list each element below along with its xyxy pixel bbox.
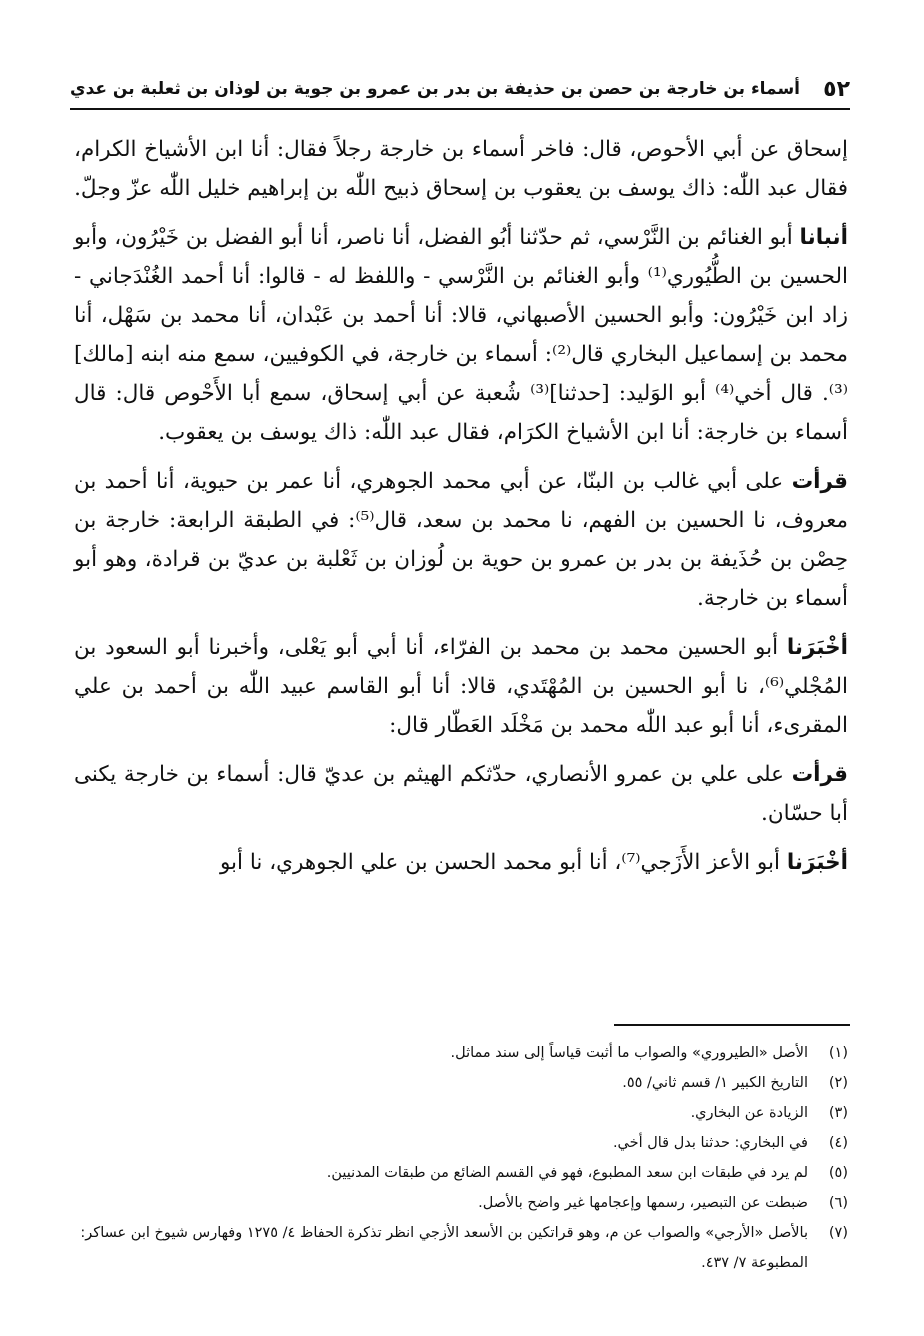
running-header <box>70 72 850 106</box>
paragraph-5 <box>74 755 848 833</box>
footnote-text: بالأصل «الأرجي» والصواب عن م، وهو قراتكين بن الأسعد الأزجي انظر تذكرة الحفاظ ٤/ ١٢٧٥ وفهارس شيوخ ابن عساكر: المطبوعة ٧/ ٤٣٧. <box>80 1225 808 1271</box>
footnotes <box>74 1038 848 1278</box>
footnote-6 <box>74 1188 848 1218</box>
footnote-text: في البخاري: حدثنا بدل قال أخي. <box>612 1135 808 1151</box>
footnote-text: التاريخ الكبير ١/ قسم ثاني/ ٥٥. <box>622 1075 808 1091</box>
paragraph-2 <box>74 218 848 452</box>
paragraph-6 <box>74 843 848 882</box>
paragraph-2-text: أبو الغنائم بن النَّرْسي، ثم حدّثنا أبُو الفضل، أنا ناصر، أنا أبو الفضل بن خَيْرُون، وأبو الحسين بن الطُّيُوري⁽¹⁾ وأبو الغنائم بن النَّرْسي - واللفظ له - قالوا: أنا أحمد الغُنْدَجاني - زاد ابن خَيْرُون: وأبو الحسين الأصبهاني، قالا: أنا أحمد بن عَبْدان، أنا محمد بن سَهْل، أنا محمد بن إسماعيل البخاري قال⁽²⁾: أسماء بن خارجة، في الكوفيين، سمع منه ابنه [مالك]⁽³⁾. قال أخي⁽⁴⁾ أبو الوَليد: [حدثنا]⁽³⁾ شُعبة عن أبي إسحاق، سمع أبا الأَحْوص قال: قال أسماء بن خارجة: أنا ابن الأشياخ الكرَام، فقال عبد اللّٰه: ذاك يوسف بن يعقوب. <box>74 225 849 445</box>
footnote-text: ضبطت عن التبصير، رسمها وإعجامها غير واضح بالأصل. <box>478 1195 808 1211</box>
paragraph-3-text: على أبي غالب بن البنّا، عن أبي محمد الجوهري، أنا عمر بن حيوية، أنا أحمد بن معروف، نا الحسين بن الفهم، نا محمد بن سعد، قال⁽⁵⁾: في الطبقة الرابعة: خارجة بن حِصْن بن حُذَيفة بن بدر بن عمرو بن حوية بن لُوزان بن ثَعْلبة بن عديّ بن قرادة، وهو أبو أسماء بن خارجة. <box>74 469 848 611</box>
footnote-7 <box>74 1218 848 1278</box>
page-number: ٥٢ <box>823 76 850 102</box>
footnote-rule <box>614 1024 850 1026</box>
footnote-number: (٢) <box>828 1075 848 1091</box>
paragraph-3 <box>74 462 848 618</box>
running-title: أسماء بن خارجة بن حصن بن حذيفة بن بدر بن عمرو بن جوية بن لوذان بن ثعلبة بن عدي <box>70 79 800 99</box>
footnote-text: الزيادة عن البخاري. <box>690 1105 808 1121</box>
paragraph-4-text: أبو الحسين محمد بن محمد بن الفرّاء، أنا أبي أبو يَعْلى، وأخبرنا أبو السعود بن المُجْلي⁽⁶⁾، نا أبو الحسين بن المُهْتَدي، قالا: أنا أبو القاسم عبيد اللّٰه بن أحمد بن علي المقرىء، أنا أبو عبد اللّٰه محمد بن مَخْلَد العَطّار قال: <box>74 635 848 738</box>
footnote-5 <box>74 1158 848 1188</box>
paragraph-3-keyword: قرأت <box>791 469 848 494</box>
footnote-4 <box>74 1128 848 1158</box>
paragraph-4-keyword: أخْبَرَنا <box>786 635 848 660</box>
paragraph-2-keyword: أنبانا <box>799 225 848 250</box>
footnote-3 <box>74 1098 848 1128</box>
footnote-number: (٧) <box>828 1225 848 1241</box>
footnote-number: (١) <box>828 1045 848 1061</box>
paragraph-1 <box>74 130 848 208</box>
footnote-number: (٦) <box>828 1195 848 1211</box>
footnote-number: (٣) <box>828 1105 848 1121</box>
main-text <box>74 130 848 882</box>
paragraph-1-text: إسحاق عن أبي الأحوص، قال: فاخر أسماء بن خارجة رجلاً فقال: أنا ابن الأشياخ الكرام، فقال عبد اللّٰه: ذاك يوسف بن يعقوب بن إسحاق ذبيح اللّٰه بن إبراهيم خليل اللّٰه عزّ وجلّ. <box>74 137 848 201</box>
header-rule <box>70 108 850 110</box>
paragraph-6-keyword: أخْبَرَنا <box>786 850 848 875</box>
paragraph-5-text: على علي بن عمرو الأنصاري، حدّثكم الهيثم بن عديّ قال: أسماء بن خارجة يكنى أبا حسّان. <box>74 762 848 826</box>
paragraph-6-text: أبو الأعز الأَزَجي⁽⁷⁾، أنا أبو محمد الحسن بن علي الجوهري، نا أبو <box>219 850 787 875</box>
footnote-2 <box>74 1068 848 1098</box>
footnote-1 <box>74 1038 848 1068</box>
footnote-text: الأصل «الطيروري» والصواب ما أثبت قياساً إلى سند مماثل. <box>450 1045 808 1061</box>
footnote-text: لم يرد في طبقات ابن سعد المطبوع، فهو في القسم الضائع من طبقات المدنيين. <box>326 1165 808 1181</box>
paragraph-4 <box>74 628 848 745</box>
footnote-number: (٤) <box>828 1135 848 1151</box>
paragraph-5-keyword: قرأت <box>791 762 848 787</box>
footnote-number: (٥) <box>828 1165 848 1181</box>
